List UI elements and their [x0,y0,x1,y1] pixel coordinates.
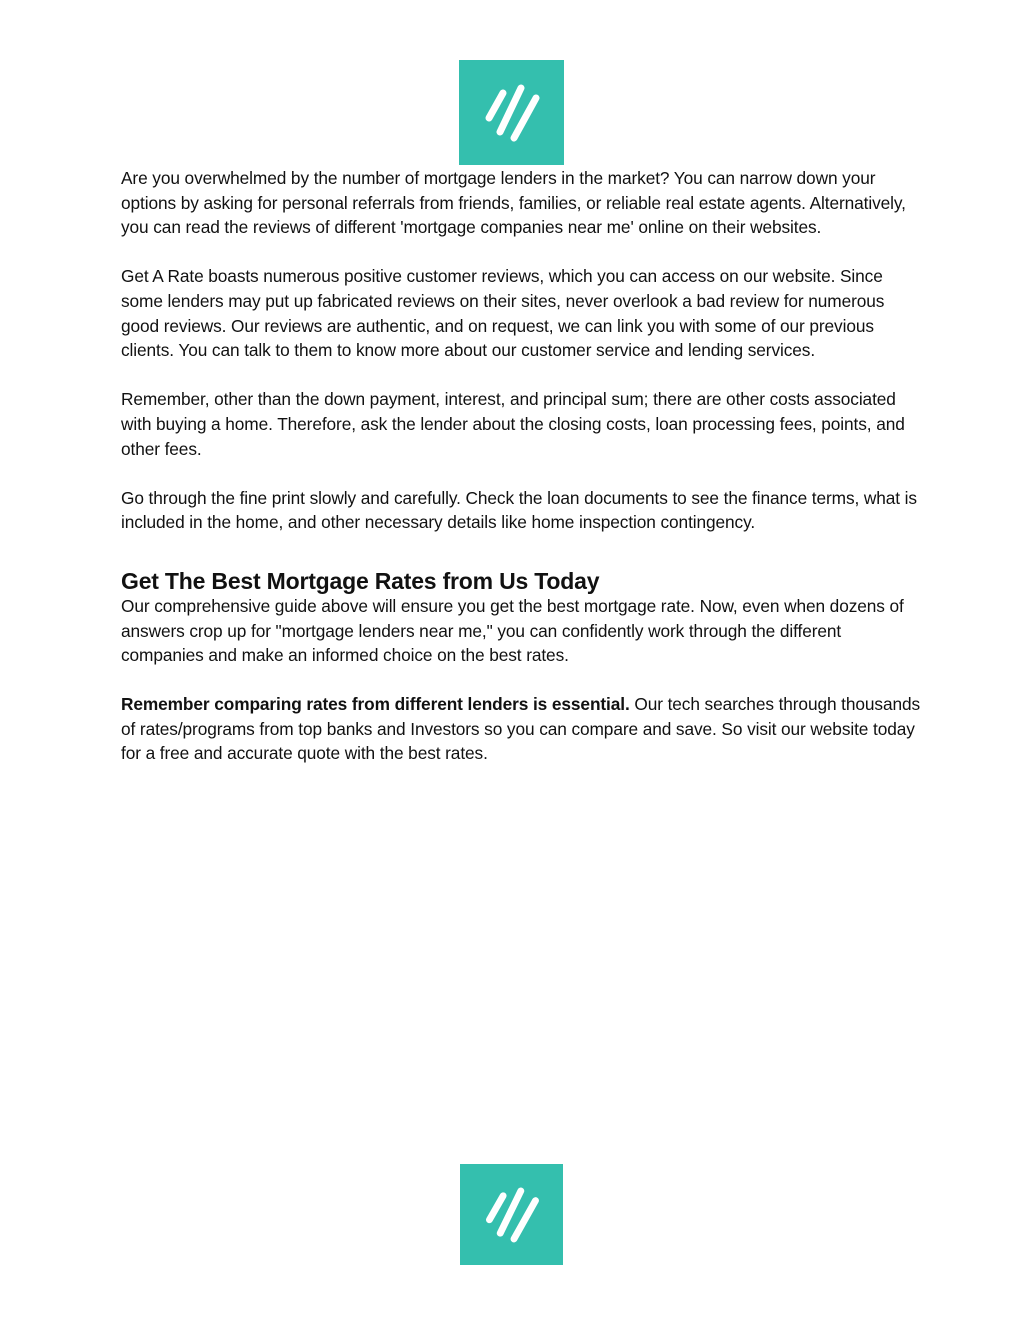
compare-emphasis: Remember comparing rates from different lenders is essential. [121,694,630,715]
paragraph-compare [121,692,921,766]
document-body [121,166,921,766]
paragraph-guide: Our comprehensive guide above will ensure you get the best mortgage rate. Now, even when dozens of answers crop up for "mortgage lenders near me," you can confidently work through the different companies and make an informed choice on the best rates. [121,595,904,666]
section-heading: Get The Best Mortgage Rates from Us Today [121,567,600,594]
paragraph-reviews: Get A Rate boasts numerous positive customer reviews, which you can access on our website. Since some lenders may put up fabricated reviews on their sites, never overlook a bad review for numerous good reviews. Our reviews are authentic, and on request, we can link you with some of our previous clients. You can talk to them to know more about our customer service and lending services. [121,266,885,361]
slashes-logo-icon [459,60,564,165]
logo-top [459,60,564,165]
paragraph-fine-print: Go through the fine print slowly and carefully. Check the loan documents to see the finance terms, what is included in the home, and other necessary details like home inspection contingency. [121,487,917,533]
paragraph-costs: Remember, other than the down payment, interest, and principal sum; there are other costs associated with buying a home. Therefore, ask the lender about the closing costs, loan processing fees, points, and other fees. [121,389,905,459]
slashes-logo-icon [460,1164,563,1265]
logo-bottom [460,1164,563,1265]
paragraph-referrals: Are you overwhelmed by the number of mortgage lenders in the market? You can narrow down your options by asking for personal referrals from friends, families, or reliable real estate agents. Alternatively, you can read the reviews of different 'mortgage companies near me' online on their websites. [121,168,906,238]
compare-rest: Our tech searches through thousands of rates/programs from top banks and Investors so you can compare and save. So visit our website today for a free and accurate quote with the best rates. [121,694,921,764]
